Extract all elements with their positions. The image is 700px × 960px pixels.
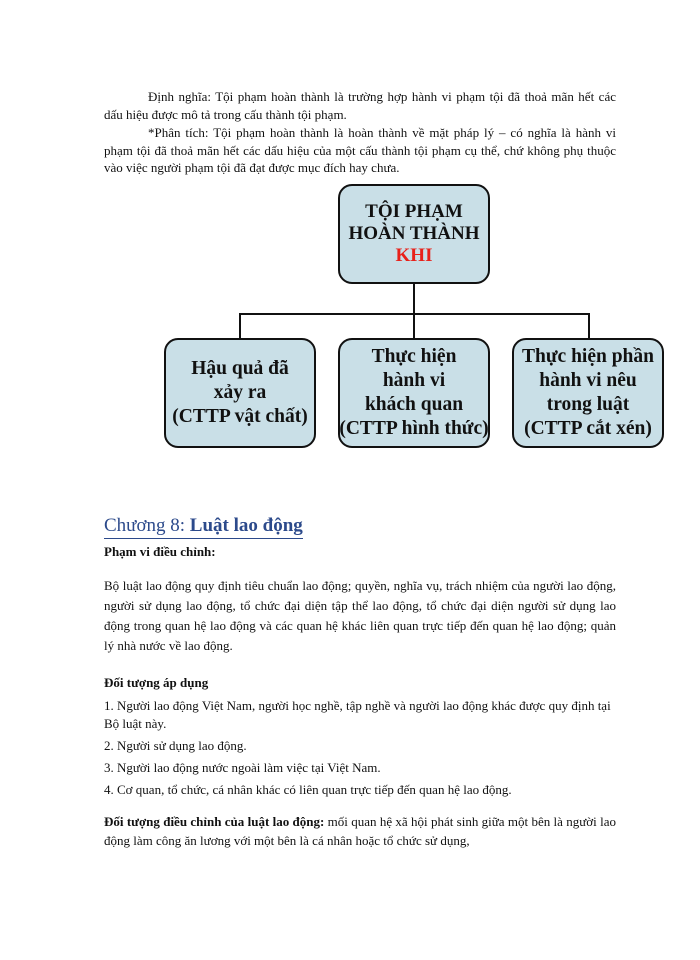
connector-middle — [413, 313, 415, 339]
box-1-foot: (CTTP vật chất) — [172, 406, 308, 427]
object-label: Đối tượng điều chỉnh của luật lao động: — [104, 814, 325, 829]
subject-item-3: 3. Người lao động nước ngoài làm việc tại Việt Nam. — [104, 760, 381, 775]
definition-paragraph: Định nghĩa: Tội phạm hoàn thành là trường hợp hành vi phạm tội đã thoả mãn hết các dấu hiệu được mô tả trong cấu thành tội phạm. — [104, 89, 616, 122]
box-2-line-3: khách quan — [364, 394, 464, 415]
connector-vertical-main — [413, 284, 415, 314]
scope-heading: Phạm vi điều chỉnh: — [104, 544, 216, 559]
scope-paragraph: Bộ luật lao động quy định tiêu chuẩn lao động; quyền, nghĩa vụ, trách nhiệm của người lao động, người sử dụng lao động, tổ chức đại diện tập thể lao động, tổ chức đại diện người sử dụng lao động trong quan hệ lao động và các quan hệ khác liên quan trực tiếp đến quan hệ lao động; quản lý nhà nước về lao động. — [104, 578, 616, 653]
object-text: mối quan hệ xã hội phát sinh giữa một bên là người lao động làm công ăn lương với một bên là cá nhân hoặc tổ chức sử dụng, — [104, 814, 617, 848]
subject-item-2: 2. Người sử dụng lao động. — [104, 738, 247, 753]
box-3-foot: (CTTP cắt xén) — [524, 418, 652, 439]
box-2-foot: (CTTP hình thức) — [339, 418, 489, 439]
box-3-line-2: hành vi nêu — [539, 370, 637, 391]
chapter-title: Luật lao động — [189, 515, 303, 536]
box-2-line-2: hành vi — [382, 370, 446, 391]
subject-item-1: 1. Người lao động Việt Nam, người học nghề, tập nghề và người lao động khác được quy định tại Bộ luật này. — [104, 698, 611, 731]
top-box-line-1: TỘI PHẠM — [365, 201, 463, 222]
diagram-box-partial — [512, 338, 664, 448]
box-3-line-1: Thực hiện phần — [521, 346, 654, 367]
box-1-line-2: xảy ra — [213, 382, 267, 403]
chapter-prefix: Chương 8: — [104, 515, 186, 536]
chapter-heading — [104, 515, 303, 539]
top-box-line-2: HOÀN THÀNH — [348, 223, 480, 244]
object-paragraph — [104, 812, 616, 850]
diagram-box-result — [164, 338, 316, 448]
analysis-paragraph: *Phân tích: Tội phạm hoàn thành là hoàn thành về mặt pháp lý – có nghĩa là hành vi phạm tội đã thoả mãn hết các dấu hiệu của một cấu thành tội phạm cụ thể, chứ không phụ thuộc vào việc người phạm tội đã đạt được mục đích hay chưa. — [104, 125, 616, 175]
connector-left — [239, 313, 241, 339]
box-2-line-1: Thực hiện — [371, 346, 457, 367]
connector-right — [588, 313, 590, 339]
box-1-line-1: Hậu quả đã — [191, 358, 289, 379]
box-3-line-3: trong luật — [546, 394, 630, 415]
diagram-box-action — [338, 338, 490, 448]
top-box-line-3: KHI — [395, 245, 433, 266]
diagram-top-box — [338, 184, 490, 284]
subjects-heading: Đối tượng áp dụng — [104, 675, 209, 690]
subject-item-4: 4. Cơ quan, tổ chức, cá nhân khác có liên quan trực tiếp đến quan hệ lao động. — [104, 782, 512, 797]
